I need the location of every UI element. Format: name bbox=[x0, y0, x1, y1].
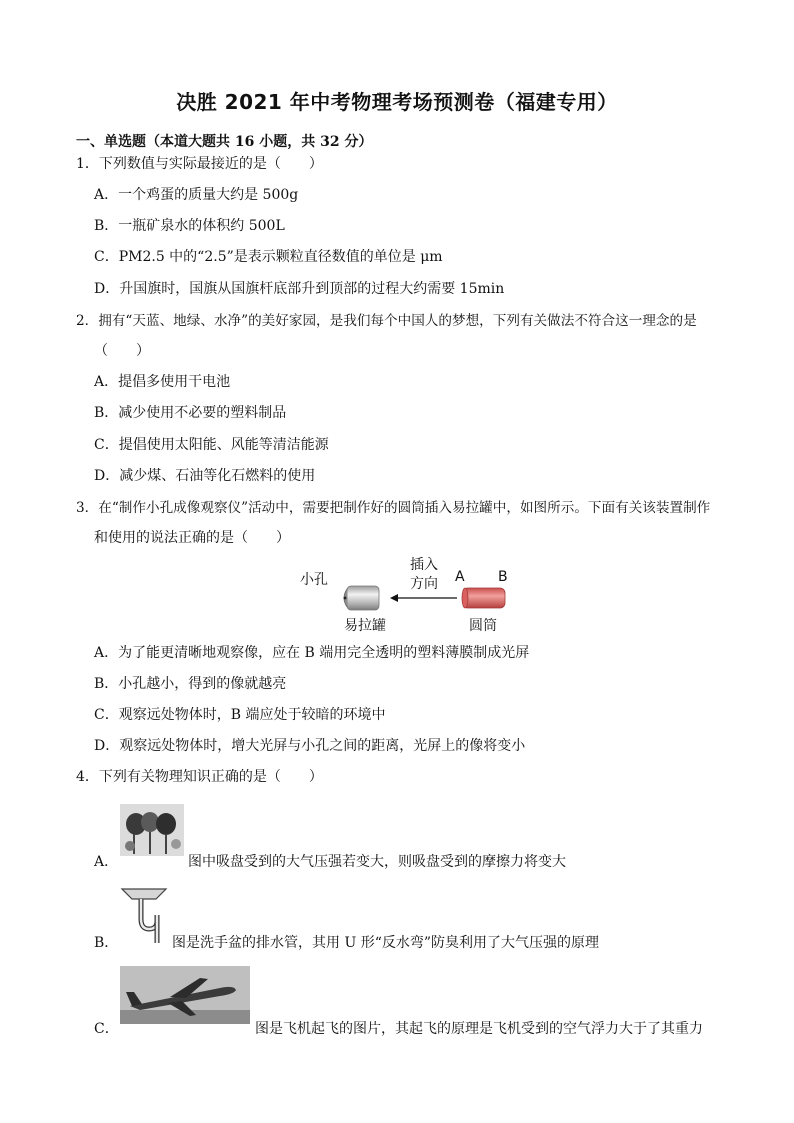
insert-label-2: 方向 bbox=[410, 576, 438, 592]
hole-label: 小孔 bbox=[300, 572, 328, 588]
question-4-option-b-letter: B． bbox=[94, 935, 119, 951]
pinhole-figure bbox=[295, 553, 525, 635]
question-1-option-a: A．一个鸡蛋的质量大约是 500g bbox=[94, 187, 299, 203]
question-2-option-a: A．提倡多使用干电池 bbox=[94, 374, 231, 390]
end-a-label: A bbox=[455, 569, 465, 585]
airplane-image bbox=[120, 966, 250, 1024]
question-4-option-a-letter: A． bbox=[94, 854, 119, 870]
question-3-option-a: A．为了能更清晰地观察像，应在 B 端用完全透明的塑料薄膜制成光屏 bbox=[94, 645, 530, 661]
question-1-option-b: B．一瓶矿泉水的体积约 500L bbox=[94, 218, 285, 234]
question-3-option-d: D．观察远处物体时，增大光屏与小孔之间的距离，光屏上的像将变小 bbox=[94, 738, 526, 754]
question-4-stem: 4．下列有关物理知识正确的是（ ） bbox=[76, 769, 323, 785]
tube-label: 圆筒 bbox=[469, 618, 497, 634]
question-2-option-b: B．减少使用不必要的塑料制品 bbox=[94, 405, 287, 421]
can-shape bbox=[344, 586, 379, 610]
can-label: 易拉罐 bbox=[344, 618, 386, 634]
question-3-option-b: B．小孔越小，得到的像就越亮 bbox=[94, 676, 287, 692]
question-1-option-d: D．升国旗时，国旗从国旗杆底部升到顶部的过程大约需要 15min bbox=[94, 281, 505, 297]
question-1-option-c: C．PM2.5 中的“2.5”是表示颗粒直径数值的单位是 μm bbox=[94, 249, 443, 265]
figure-drawing bbox=[295, 553, 525, 635]
question-4-option-c-text: 图是飞机起飞的图片，其起飞的原理是飞机受到的空气浮力大于了其重力 bbox=[255, 1021, 703, 1037]
section-heading: 一、单选题（本道大题共 16 小题，共 32 分） bbox=[76, 134, 373, 150]
question-3-stem-cont: 和使用的说法正确的是（ ） bbox=[94, 530, 290, 546]
question-2-stem: 2．拥有“天蓝、地绿、水净”的美好家园，是我们每个中国人的梦想，下列有关做法不符合这一理念的是 bbox=[76, 313, 697, 329]
question-2-stem-cont: （ ） bbox=[94, 343, 150, 359]
drain-pipe-image bbox=[120, 885, 170, 945]
question-4-option-b-text: 图是洗手盆的排水管，其用 U 形“反水弯”防臭利用了大气压强的原理 bbox=[172, 935, 600, 951]
suction-cup-image bbox=[120, 804, 184, 856]
question-3-option-c: C．观察远处物体时，B 端应处于较暗的环境中 bbox=[94, 707, 386, 723]
page-title: 决胜 2021 年中考物理考场预测卷（福建专用） bbox=[176, 90, 618, 114]
question-4-option-a-text: 图中吸盘受到的大气压强若变大，则吸盘受到的摩擦力将变大 bbox=[188, 854, 566, 870]
insert-arrow bbox=[390, 594, 457, 602]
tube-shape bbox=[462, 588, 505, 608]
question-1-stem: 1．下列数值与实际最接近的是（ ） bbox=[76, 156, 323, 172]
end-b-label: B bbox=[498, 569, 508, 585]
question-3-stem: 3．在“制作小孔成像观察仪”活动中，需要把制作好的圆筒插入易拉罐中，如图所示。下面有关该装置制作 bbox=[76, 500, 711, 516]
question-2-option-c: C．提倡使用太阳能、风能等清洁能源 bbox=[94, 437, 329, 453]
question-2-option-d: D．减少煤、石油等化石燃料的使用 bbox=[94, 468, 316, 484]
question-4-option-c-letter: C． bbox=[94, 1021, 119, 1037]
insert-label-1: 插入 bbox=[410, 557, 438, 573]
